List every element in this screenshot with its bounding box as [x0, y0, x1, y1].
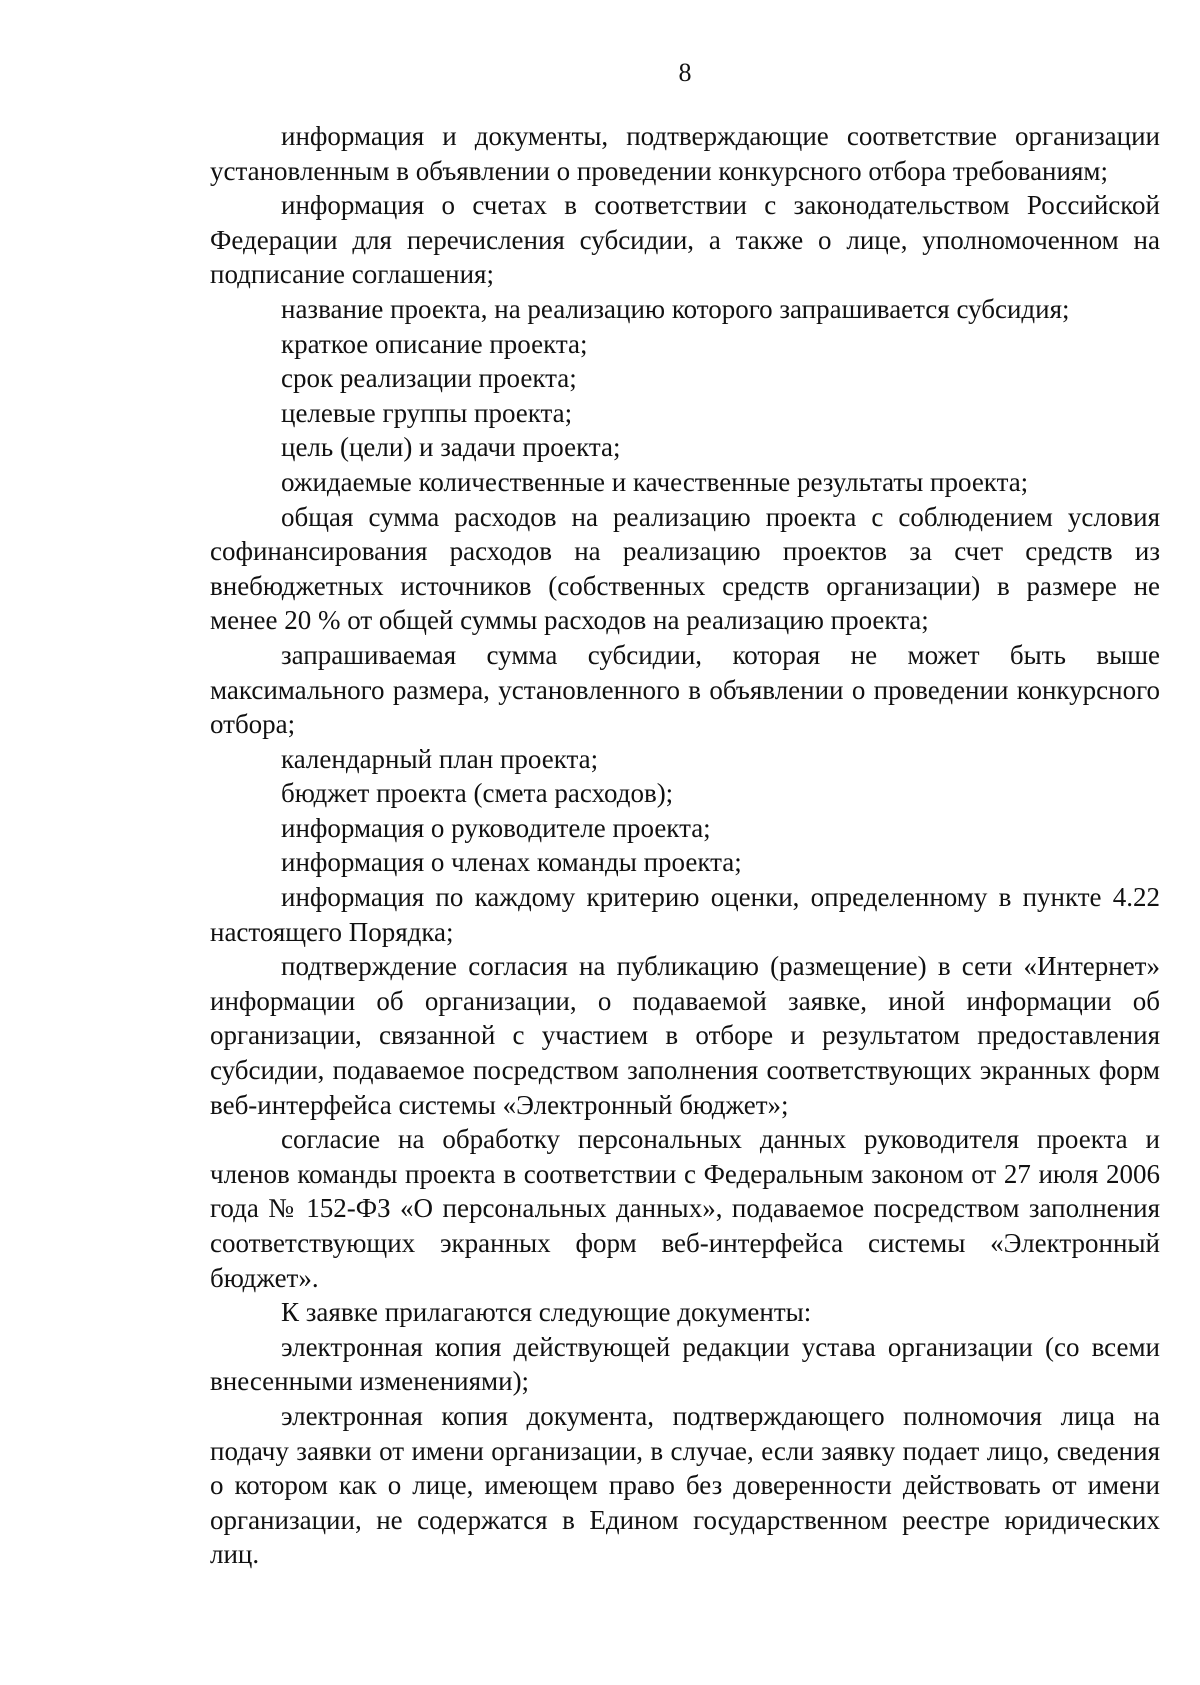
paragraph: электронная копия документа, подтверждающего полномочия лица на подачу заявки от имени организации, в случае, если заявку подает лицо, сведения о котором как о лице, имеющем право без доверенности действовать от имени организации, не содержатся в Едином государственном реестре юридических лиц. — [210, 1400, 1160, 1570]
paragraph: информация по каждому критерию оценки, определенному в пункте 4.22 настоящего Порядка; — [210, 882, 1160, 947]
paragraph: ожидаемые количественные и качественные результаты проекта; — [281, 466, 1029, 497]
paragraph: целевые группы проекта; — [281, 397, 573, 428]
paragraph: согласие на обработку персональных данных руководителя проекта и членов команды проекта в соответствии с Федеральным законом от 27 июля 2006 года № 152-ФЗ «О персональных данных», подаваемое посредством заполнения соответствующих экранных форм веб-интерфейса системы «Электронный бюджет». — [210, 1124, 1160, 1293]
paragraph: подтверждение согласия на публикацию (размещение) в сети «Интернет» информации об организации, о подаваемой заявке, иной информации об организации, связанной с участием в отборе и результатом предоставления субсидии, подаваемое посредством заполнения соответствующих экранных форм веб-интерфейса системы «Электронный бюджет»; — [210, 951, 1160, 1120]
paragraph: календарный план проекта; — [281, 743, 599, 774]
page-number: 8 — [678, 58, 692, 87]
paragraph: электронная копия действующей редакции устава организации (со всеми внесенными изменениями); — [210, 1331, 1160, 1397]
paragraph: бюджет проекта (смета расходов); — [281, 778, 674, 809]
paragraph: название проекта, на реализацию которого запрашивается субсидия; — [281, 293, 1070, 324]
paragraph: информация о членах команды проекта; — [281, 847, 742, 878]
paragraph: информация о счетах в соответствии с законодательством Российской Федерации для перечисления субсидии, а также о лице, уполномоченном на подписание соглашения; — [210, 190, 1160, 290]
paragraph: срок реализации проекта; — [281, 363, 577, 394]
paragraph: краткое описание проекта; — [281, 328, 588, 359]
paragraph: информация о руководителе проекта; — [281, 812, 711, 843]
paragraph: общая сумма расходов на реализацию проекта с соблюдением условия софинансирования расходов на реализацию проектов за счет средств из внебюджетных источников (собственных средств организации) в размере не менее 20 % от общей суммы расходов на реализацию проекта; — [210, 501, 1160, 636]
document-body — [210, 119, 1160, 1572]
paragraph: К заявке прилагаются следующие документы: — [281, 1297, 812, 1328]
paragraph: информация и документы, подтверждающие соответствие организации установленным в объявлении о проведении конкурсного отбора требованиям; — [210, 121, 1160, 186]
paragraph: запрашиваемая сумма субсидии, которая не может быть выше максимального размера, установленного в объявлении о проведении конкурсного отбора; — [210, 639, 1160, 740]
paragraph: цель (цели) и задачи проекта; — [281, 432, 621, 463]
